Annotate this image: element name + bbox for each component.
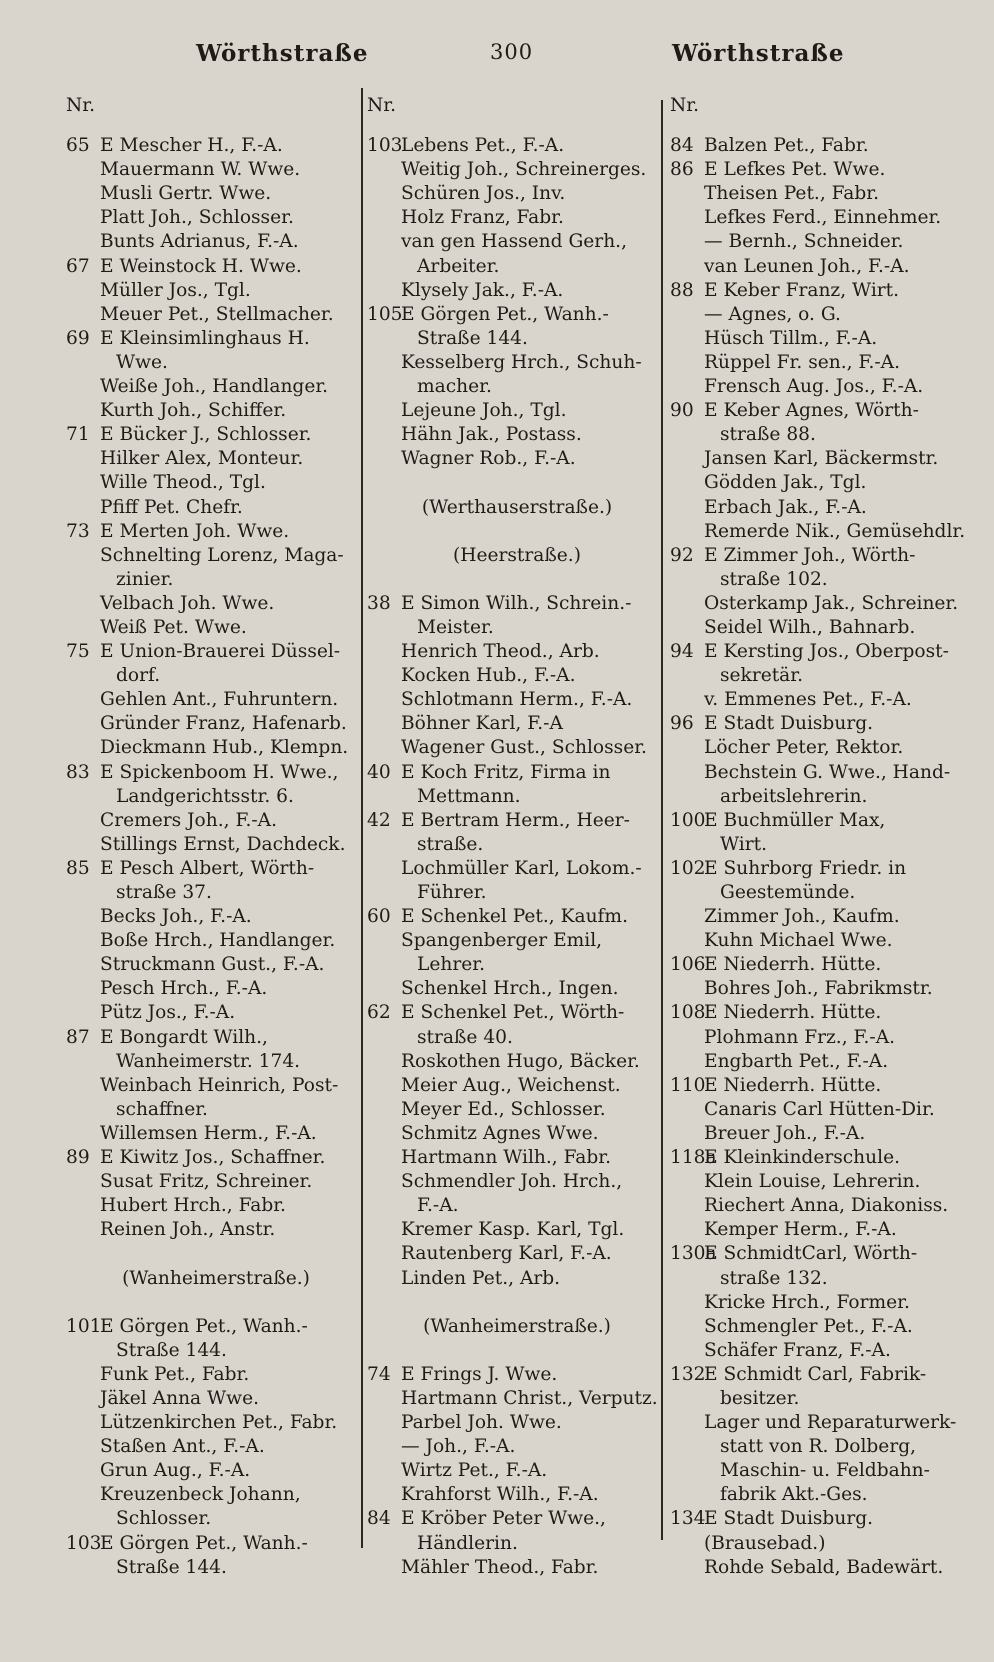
entry-continuation: straße 132. <box>720 1267 828 1289</box>
resident-line: Linden Pet., Arb. <box>401 1267 561 1289</box>
house-number: 102 <box>670 857 706 879</box>
entry-continuation: F.-A. <box>417 1195 459 1217</box>
column-divider <box>661 100 663 1540</box>
entry-continuation: straße. <box>417 833 484 855</box>
resident-line: (Brausebad.) <box>704 1532 826 1554</box>
resident-line: Cremers Joh., F.-A. <box>100 809 277 831</box>
entry-continuation: besitzer. <box>720 1387 800 1409</box>
resident-line: — Agnes, o. G. <box>704 303 841 325</box>
entry-continuation: Wanheimerstr. 174. <box>116 1050 301 1072</box>
entry-continuation: Händlerin. <box>417 1532 518 1554</box>
running-header-right: Wörthstraße <box>672 40 845 67</box>
house-number: 42 <box>367 809 391 831</box>
resident-line: Böhner Karl, F.-A <box>401 713 563 735</box>
entry-continuation: straße 102. <box>720 568 828 590</box>
house-number: 60 <box>367 906 391 928</box>
house-entry <box>670 1363 960 1387</box>
entry-text: E Bertram Herm., Heer- <box>401 809 630 831</box>
house-entry <box>670 1242 960 1266</box>
entry-continuation: Geestemünde. <box>720 882 856 903</box>
entry-continuation: Schlosser. <box>116 1508 212 1530</box>
house-number: 84 <box>367 1508 391 1530</box>
house-number: 73 <box>66 520 90 542</box>
entry-continuation: Straße 144. <box>116 1339 227 1361</box>
running-header-left: Wörthstraße <box>196 40 369 67</box>
resident-line: Hilker Alex, Monteur. <box>100 448 304 470</box>
entry-text: E Kleinkinderschule. <box>704 1147 900 1169</box>
resident-line: Grun Aug., F.-A. <box>100 1460 251 1482</box>
resident-line: Schlotmann Herm., F.-A. <box>401 689 633 711</box>
entry-text: E SchmidtCarl, Wörth- <box>704 1243 918 1265</box>
resident-line: Schüren Jos., Inv. <box>401 183 566 205</box>
page-number: 300 <box>490 40 534 64</box>
resident-line: Platt Joh., Schlosser. <box>100 207 294 229</box>
resident-line: Jansen Karl, Bäckermstr. <box>704 448 939 470</box>
house-number: 69 <box>66 327 90 349</box>
resident-line: Rohde Sebald, Badewärt. <box>704 1556 944 1578</box>
resident-line: Meyer Ed., Schlosser. <box>401 1098 606 1120</box>
house-entry <box>670 1146 960 1170</box>
house-entry <box>66 640 356 664</box>
resident-line: Willemsen Herm., F.-A. <box>100 1122 317 1144</box>
resident-line: Hüsch Tillm., F.-A. <box>704 327 878 349</box>
resident-line: Canaris Carl Hütten-Dir. <box>704 1098 935 1120</box>
house-entry <box>670 544 960 568</box>
resident-line: Lochmüller Karl, Lokom.- <box>401 857 642 879</box>
house-number: 110 <box>670 1074 706 1096</box>
house-number: 89 <box>66 1147 90 1169</box>
house-entry <box>66 423 356 447</box>
entry-continuation: Landgerichtsstr. 6. <box>116 785 294 807</box>
resident-line: Weiße Joh., Handlanger. <box>100 376 329 398</box>
house-number: 88 <box>670 279 694 301</box>
entry-continuation: Führer. <box>417 882 487 903</box>
resident-line: Henrich Theod., Arb. <box>401 641 600 663</box>
resident-line: van Leunen Joh., F.-A. <box>704 255 910 277</box>
entry-continuation: Wirt. <box>720 833 768 855</box>
entry-text: Lebens Pet., F.-A. <box>401 135 565 157</box>
resident-line: Holz Franz, Fabr. <box>401 207 564 229</box>
house-entry <box>66 1026 356 1050</box>
house-number: 40 <box>367 761 391 783</box>
resident-line: Funk Pet., Fabr. <box>100 1363 250 1385</box>
house-entry <box>670 640 960 664</box>
resident-line: Kurth Joh., Schiffer. <box>100 400 287 422</box>
spacer <box>66 1242 356 1266</box>
resident-line: Roskothen Hugo, Bäcker. <box>401 1050 640 1072</box>
resident-line: Weiß Pet. Wwe. <box>100 616 247 638</box>
resident-line: Velbach Joh. Wwe. <box>100 592 275 614</box>
resident-line: Klein Louise, Lehrerin. <box>704 1171 921 1193</box>
resident-line: Schäfer Franz, F.-A. <box>704 1339 891 1361</box>
spacer <box>367 520 657 544</box>
resident-line: Kemper Herm., F.-A. <box>704 1219 897 1241</box>
entry-continuation: straße 40. <box>417 1026 513 1048</box>
entry-text: E Schenkel Pet., Kaufm. <box>401 906 628 928</box>
entry-text: E Kersting Jos., Oberpost- <box>704 641 949 663</box>
resident-line: Reinen Joh., Anstr. <box>100 1219 276 1241</box>
resident-line: Gründer Franz, Hafenarb. <box>100 713 347 735</box>
resident-line: Weinbach Heinrich, Post- <box>100 1074 339 1096</box>
resident-line: Musli Gertr. Wwe. <box>100 183 272 205</box>
house-number: 106 <box>670 954 706 976</box>
entry-continuation: Lehrer. <box>417 954 485 976</box>
house-number: 87 <box>66 1026 90 1048</box>
resident-line: Schnelting Lorenz, Maga- <box>100 544 344 566</box>
entry-continuation: arbeitslehrerin. <box>720 785 868 807</box>
resident-line: Kricke Hrch., Former. <box>704 1291 910 1313</box>
resident-line: Meier Aug., Weichenst. <box>401 1074 621 1096</box>
entry-text: E Buchmüller Max, <box>704 809 886 831</box>
house-number: 86 <box>670 159 694 181</box>
resident-line: Zimmer Joh., Kaufm. <box>704 906 900 928</box>
house-number: 94 <box>670 641 694 663</box>
resident-line: Struckmann Gust., F.-A. <box>100 954 325 976</box>
entry-text: E Mescher H., F.-A. <box>100 135 283 157</box>
resident-line: Breuer Joh., F.-A. <box>704 1122 866 1144</box>
entry-continuation: straße 37. <box>116 882 212 903</box>
entry-text: E Frings J. Wwe. <box>401 1363 558 1385</box>
house-number: 67 <box>66 255 90 277</box>
entry-continuation: Straße 144. <box>116 1556 227 1578</box>
resident-line: Spangenberger Emil, <box>401 930 603 952</box>
entry-text: E Bücker J., Schlosser. <box>100 424 312 446</box>
entry-continuation: Straße 144. <box>417 327 528 349</box>
entry-text: E Stadt Duisburg. <box>704 713 874 735</box>
house-entry <box>670 809 960 833</box>
resident-line: Dieckmann Hub., Klempn. <box>100 737 349 759</box>
house-entry <box>66 857 356 881</box>
house-number: 118a <box>670 1147 717 1169</box>
house-number: 108 <box>670 1002 706 1024</box>
house-entry <box>367 809 657 833</box>
resident-line: Schenkel Hrch., Ingen. <box>401 978 619 1000</box>
house-entry <box>367 761 657 785</box>
house-number: 105 <box>367 303 403 325</box>
spacer <box>367 1339 657 1363</box>
resident-line: Susat Fritz, Schreiner. <box>100 1171 313 1193</box>
entry-text: E Pesch Albert, Wörth- <box>100 857 315 879</box>
house-number: 38 <box>367 592 391 614</box>
house-number: 90 <box>670 400 694 422</box>
house-entry <box>66 520 356 544</box>
resident-line: Lejeune Joh., Tgl. <box>401 400 567 422</box>
resident-line: Mauermann W. Wwe. <box>100 159 301 181</box>
house-entry <box>66 134 356 158</box>
entry-text: E Zimmer Joh., Wörth- <box>704 544 916 566</box>
spacer <box>367 1291 657 1315</box>
resident-line: Pesch Hrch., F.-A. <box>100 978 268 1000</box>
resident-line: Weitig Joh., Schreinerges. <box>401 159 647 181</box>
house-entry <box>66 327 356 351</box>
resident-line: Rautenberg Karl, F.-A. <box>401 1243 612 1265</box>
entry-continuation: zinier. <box>116 568 174 590</box>
resident-line: Kuhn Michael Wwe. <box>704 930 893 952</box>
resident-line: Frensch Aug. Jos., F.-A. <box>704 376 924 398</box>
entry-text: E Niederrh. Hütte. <box>704 1002 882 1024</box>
resident-line: Kesselberg Hrch., Schuh- <box>401 351 642 373</box>
resident-line: Riechert Anna, Diakoniss. <box>704 1195 949 1217</box>
resident-line: Wagner Rob., F.-A. <box>401 448 576 470</box>
house-number: 103 <box>367 135 403 157</box>
resident-line: Meuer Pet., Stellmacher. <box>100 303 334 325</box>
entry-text: E Koch Fritz, Firma in <box>401 761 611 783</box>
house-number: 132 <box>670 1363 706 1385</box>
entry-text: E Bongardt Wilh., <box>100 1026 268 1048</box>
resident-line: Erbach Jak., F.-A. <box>704 496 867 518</box>
street-section-heading: (Werthauserstraße.) <box>421 496 613 518</box>
house-number: 65 <box>66 135 90 157</box>
entry-continuation: straße 88. <box>720 424 816 446</box>
entry-continuation: statt von R. Dolberg, <box>720 1436 917 1458</box>
resident-line: Becks Joh., F.-A. <box>100 906 252 928</box>
entry-text: E Schmidt Carl, Fabrik- <box>704 1363 927 1385</box>
resident-line: Klysely Jak., F.-A. <box>401 279 564 301</box>
house-entry <box>66 761 356 785</box>
resident-line: Hähn Jak., Postass. <box>401 424 582 446</box>
resident-line: Rüppel Fr. sen., F.-A. <box>704 351 900 373</box>
resident-line: Seidel Wilh., Bahnarb. <box>704 616 916 638</box>
resident-line: Bechstein G. Wwe., Hand- <box>704 761 951 783</box>
entry-continuation: sekretär. <box>720 665 804 687</box>
house-entry <box>66 1315 356 1339</box>
resident-line: Kreuzenbeck Johann, <box>100 1484 301 1506</box>
entry-continuation: Maschin- u. Feldbahn- <box>720 1460 930 1482</box>
entry-continuation: Mettmann. <box>417 785 521 807</box>
entry-text: E Suhrborg Friedr. in <box>704 857 907 879</box>
house-number: 85 <box>66 857 90 879</box>
resident-line: v. Emmenes Pet., F.-A. <box>704 689 912 711</box>
resident-line: Boße Hrch., Handlanger. <box>100 930 336 952</box>
house-number: 83 <box>66 761 90 783</box>
resident-line: van gen Hassend Gerh., <box>401 231 627 253</box>
house-entry <box>66 1532 356 1556</box>
resident-line: Schmitz Agnes Wwe. <box>401 1122 599 1144</box>
house-number: 84 <box>670 135 694 157</box>
street-section-heading: (Heerstraße.) <box>453 544 581 566</box>
house-number: 74 <box>367 1363 391 1385</box>
entry-text: E Görgen Pet., Wanh.- <box>401 303 609 325</box>
house-entry <box>670 134 960 158</box>
entry-continuation: Meister. <box>417 616 494 638</box>
house-entry <box>66 1146 356 1170</box>
house-entry <box>670 1507 960 1531</box>
entry-text: E Simon Wilh., Schrein.- <box>401 592 632 614</box>
resident-line: Hartmann Christ., Verputz. <box>401 1387 658 1409</box>
resident-line: Lützenkirchen Pet., Fabr. <box>100 1412 338 1434</box>
column-1 <box>66 94 356 1580</box>
entry-text: E Keber Agnes, Wörth- <box>704 400 919 422</box>
resident-line: Hartmann Wilh., Fabr. <box>401 1147 612 1169</box>
house-number: 75 <box>66 641 90 663</box>
entry-continuation: macher. <box>417 376 492 398</box>
house-entry <box>367 592 657 616</box>
house-entry <box>670 953 960 977</box>
house-entry <box>367 1507 657 1531</box>
entry-text: E Kiwitz Jos., Schaffner. <box>100 1147 326 1169</box>
entry-text: E Keber Franz, Wirt. <box>704 279 900 301</box>
entry-text: E Lefkes Pet. Wwe. <box>704 159 886 181</box>
resident-line: Müller Jos., Tgl. <box>100 279 251 301</box>
resident-line: Pfiff Pet. Chefr. <box>100 496 243 518</box>
resident-line: Krahforst Wilh., F.-A. <box>401 1484 599 1506</box>
resident-line: Pütz Jos., F.-A. <box>100 1002 236 1024</box>
column-divider <box>361 88 363 1548</box>
entry-text: E Niederrh. Hütte. <box>704 954 882 976</box>
column-3 <box>670 94 966 1580</box>
entry-text: E Stadt Duisburg. <box>704 1508 874 1530</box>
spacer <box>367 471 657 495</box>
house-entry <box>367 1001 657 1025</box>
entry-text: E Kröber Peter Wwe., <box>401 1508 606 1530</box>
resident-line: Schmengler Pet., F.-A. <box>704 1315 913 1337</box>
resident-line: Staßen Ant., F.-A. <box>100 1436 265 1458</box>
nr-column-label: Nr. <box>367 95 397 116</box>
house-entry <box>670 158 960 182</box>
nr-column-label: Nr. <box>670 95 700 116</box>
resident-line: Kremer Kasp. Karl, Tgl. <box>401 1219 625 1241</box>
house-entry <box>367 905 657 929</box>
house-number: 96 <box>670 713 694 735</box>
resident-line: Jäkel Anna Wwe. <box>100 1387 259 1409</box>
street-section-heading: (Wanheimerstraße.) <box>423 1315 611 1337</box>
entry-continuation: Wwe. <box>116 351 168 373</box>
entry-continuation: fabrik Akt.-Ges. <box>720 1484 868 1506</box>
resident-line: Gehlen Ant., Fuhruntern. <box>100 689 339 711</box>
entry-text: E Spickenboom H. Wwe., <box>100 761 339 783</box>
resident-line: Löcher Peter, Rektor. <box>704 737 904 759</box>
spacer <box>367 568 657 592</box>
entry-text: E Schenkel Pet., Wörth- <box>401 1002 625 1024</box>
house-entry <box>66 255 356 279</box>
house-number: 101 <box>66 1315 102 1337</box>
resident-line: Engbarth Pet., F.-A. <box>704 1050 889 1072</box>
entry-text: E Niederrh. Hütte. <box>704 1074 882 1096</box>
resident-line: Wirtz Pet., F.-A. <box>401 1460 548 1482</box>
resident-line: Wagener Gust., Schlosser. <box>401 737 647 759</box>
house-entry <box>367 303 657 327</box>
resident-line: Gödden Jak., Tgl. <box>704 472 867 494</box>
spacer <box>66 1291 356 1315</box>
resident-line: Parbel Joh. Wwe. <box>401 1412 562 1434</box>
resident-line: Bunts Adrianus, F.-A. <box>100 231 299 253</box>
resident-line: Theisen Pet., Fabr. <box>704 183 880 205</box>
resident-line: Kocken Hub., F.-A. <box>401 665 576 687</box>
house-entry <box>670 1074 960 1098</box>
house-entry <box>670 712 960 736</box>
resident-line: — Bernh., Schneider. <box>704 231 904 253</box>
house-entry <box>670 857 960 881</box>
house-entry <box>670 279 960 303</box>
entry-text: E Görgen Pet., Wanh.- <box>100 1315 308 1337</box>
house-number: 71 <box>66 424 90 446</box>
house-number: 92 <box>670 544 694 566</box>
resident-line: Hubert Hrch., Fabr. <box>100 1195 286 1217</box>
resident-line: Remerde Nik., Gemüsehdlr. <box>704 520 966 542</box>
entry-continuation: schaffner. <box>116 1098 208 1120</box>
nr-column-label: Nr. <box>66 95 96 116</box>
house-entry <box>670 1001 960 1025</box>
column-2 <box>367 94 657 1580</box>
house-number: 100 <box>670 809 706 831</box>
house-number: 103 <box>66 1532 102 1554</box>
resident-line: Wille Theod., Tgl. <box>100 472 266 494</box>
entry-text: E Görgen Pet., Wanh.- <box>100 1532 308 1554</box>
entry-continuation: dorf. <box>116 665 161 687</box>
entry-text: E Merten Joh. Wwe. <box>100 520 290 542</box>
entry-continuation: Arbeiter. <box>417 255 500 277</box>
resident-line: Schmendler Joh. Hrch., <box>401 1171 623 1193</box>
resident-line: Bohres Joh., Fabrikmstr. <box>704 978 933 1000</box>
house-number: 134 <box>670 1508 706 1530</box>
resident-line: Lager und Reparaturwerk- <box>704 1412 957 1434</box>
house-number: 62 <box>367 1002 391 1024</box>
street-section-heading: (Wanheimerstraße.) <box>122 1267 310 1289</box>
entry-text: E Weinstock H. Wwe. <box>100 255 302 277</box>
resident-line: Mähler Theod., Fabr. <box>401 1556 599 1578</box>
entry-text: Balzen Pet., Fabr. <box>704 135 869 157</box>
resident-line: Stillings Ernst, Dachdeck. <box>100 833 346 855</box>
entry-text: E Union-Brauerei Düssel- <box>100 641 341 663</box>
resident-line: Lefkes Ferd., Einnehmer. <box>704 207 942 229</box>
house-entry <box>670 399 960 423</box>
resident-line: — Joh., F.-A. <box>401 1436 516 1458</box>
resident-line: Osterkamp Jak., Schreiner. <box>704 592 959 614</box>
house-entry <box>367 134 657 158</box>
entry-text: E Kleinsimlinghaus H. <box>100 327 310 349</box>
house-entry <box>367 1363 657 1387</box>
resident-line: Plohmann Frz., F.-A. <box>704 1026 896 1048</box>
house-number: 130a <box>670 1243 717 1265</box>
